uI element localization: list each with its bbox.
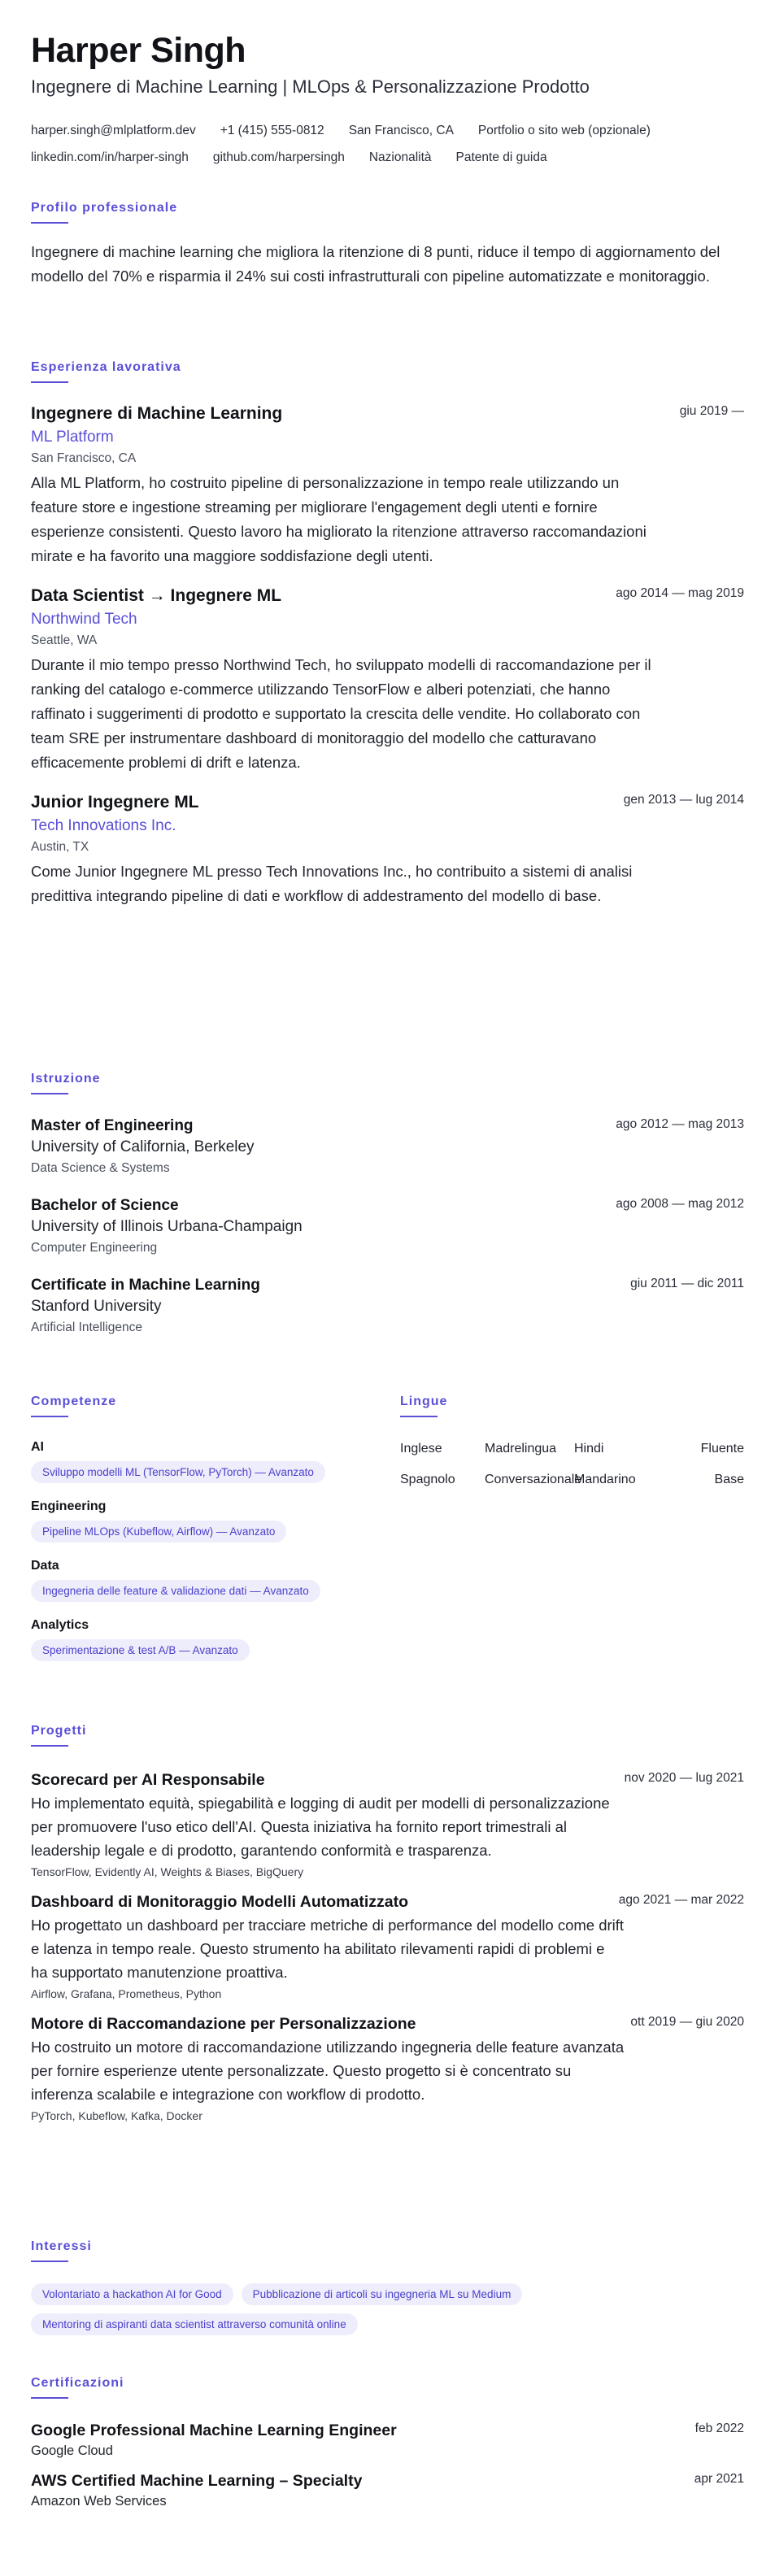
education-field: Artificial Intelligence: [31, 1321, 142, 1334]
languages-heading: Lingue: [400, 1395, 448, 1408]
language-row: [400, 1442, 744, 1456]
projects-heading: Progetti: [31, 1724, 87, 1738]
certification-issuer: Google Cloud: [31, 2443, 113, 2458]
contact-location: San Francisco, CA: [348, 124, 454, 137]
language-level: Fluente: [700, 1442, 744, 1456]
languages-section: [400, 1395, 744, 1487]
job-entry: [31, 404, 744, 568]
job-description: Alla ML Platform, ho costruito pipeline di personalizzazione in tempo reale utilizzando un feature store e ingestione streaming per migliorare l'engagement degli utenti e fornire esperienze consistenti. Questo lavoro ha migliorato la ritenzione attraverso raccomandazioni mirate e ha favorito una maggiore soddisfazione degli utenti.: [31, 474, 647, 564]
interest-pill: Mentoring di aspiranti data scientist attraverso comunità online: [31, 2313, 358, 2335]
contact-portfolio[interactable]: Portfolio o sito web (opzionale): [477, 124, 651, 137]
section-rule: [31, 2397, 68, 2399]
contact-phone[interactable]: +1 (415) 555-0812: [220, 124, 324, 137]
job-entry: [31, 793, 744, 908]
skill-pill: Sviluppo modelli ML (TensorFlow, PyTorch) — Avanzato: [31, 1461, 325, 1483]
candidate-subtitle: Ingegnere di Machine Learning | MLOps & Personalizzazione Prodotto: [31, 76, 590, 97]
education-heading: Istruzione: [31, 1072, 101, 1086]
certifications-section: [31, 2376, 744, 2509]
job-company: Northwind Tech: [31, 611, 137, 628]
project-date: ott 2019 — giu 2020: [630, 2015, 744, 2029]
certifications-heading: Certificazioni: [31, 2376, 124, 2390]
certification-date: feb 2022: [694, 2422, 744, 2435]
skill-category: Analytics: [31, 1618, 89, 1632]
job-title: Data Scientist → Ingegnere ML: [31, 586, 282, 605]
contact-github[interactable]: github.com/harpersingh: [212, 150, 345, 164]
language-level: Conversazionale: [485, 1473, 582, 1486]
job-date: gen 2013 — lug 2014: [623, 793, 744, 807]
section-rule: [31, 222, 68, 224]
education-degree: Bachelor of Science: [31, 1197, 179, 1214]
section-rule: [31, 381, 68, 383]
skills-section: [31, 1395, 372, 1661]
experience-section: [31, 360, 744, 908]
section-rule: [31, 1416, 68, 1417]
certification-issuer: Amazon Web Services: [31, 2494, 167, 2509]
skill-category: AI: [31, 1440, 44, 1454]
job-description: Durante il mio tempo presso Northwind Tech, ho sviluppato modelli di raccomandazione per il ranking del catalogo e-commerce utilizzando TensorFlow e alberi potenziati, che hanno raffinato i suggerimenti di prodotto e supportato la crescita delle vendite. Ho collaborato con team SRE per instrumentare dashboard di monitoraggio del modello che catturavano efficacemente problemi di drift e latenza.: [31, 656, 651, 771]
skill-pill: Pipeline MLOps (Kubeflow, Airflow) — Avanzato: [31, 1521, 286, 1543]
education-institution: University of Illinois Urbana-Champaign: [31, 1218, 303, 1235]
certification-date: apr 2021: [694, 2472, 744, 2486]
project-title: Dashboard di Monitoraggio Modelli Automatizzato: [31, 1893, 409, 1911]
language-name: Mandarino: [574, 1473, 636, 1486]
skill-category: Engineering: [31, 1499, 107, 1513]
interests-heading: Interessi: [31, 2239, 92, 2253]
education-field: Computer Engineering: [31, 1241, 158, 1255]
interest-pill: Volontariato a hackathon AI for Good: [31, 2283, 233, 2305]
skill-group: [31, 1440, 372, 1483]
language-name: Inglese: [400, 1442, 442, 1456]
project-entry: [31, 2015, 744, 2122]
education-date: ago 2012 — mag 2013: [616, 1117, 744, 1131]
project-description: Ho progettato un dashboard per tracciare metriche di performance del modello come drift e latenza in tempo reale. Questo strumento ha abilitato rilevamenti rapidi di problemi e ha supportato manutenzione proattiva.: [31, 1917, 625, 1981]
certification-entry: [31, 2472, 744, 2509]
profile-text: Ingegnere di machine learning che migliora la ritenzione di 8 punti, riduce il tempo di aggiornamento del modello del 70% e risparmia il 24% sui costi infrastrutturali con pipeline automatizzate e monitoraggio.: [31, 243, 721, 285]
language-name: Spagnolo: [400, 1473, 455, 1486]
contact-list: [31, 117, 730, 171]
language-name: Hindi: [574, 1442, 604, 1456]
education-date: ago 2008 — mag 2012: [616, 1197, 744, 1211]
education-field: Data Science & Systems: [31, 1161, 170, 1175]
job-title: Ingegnere di Machine Learning: [31, 404, 283, 423]
education-degree: Certificate in Machine Learning: [31, 1277, 260, 1294]
education-institution: Stanford University: [31, 1298, 162, 1315]
skills-heading: Competenze: [31, 1395, 117, 1408]
section-rule: [31, 1745, 68, 1747]
job-title: Junior Ingegnere ML: [31, 793, 199, 812]
contact-nationality: Nazionalità: [368, 150, 432, 164]
education-entry: [31, 1277, 744, 1335]
section-rule: [400, 1416, 438, 1417]
skill-group: [31, 1618, 372, 1661]
education-entry: [31, 1197, 744, 1255]
candidate-name: Harper Singh: [31, 31, 246, 70]
interest-pill: Pubblicazione di articoli su ingegneria ML su Medium: [242, 2283, 523, 2305]
contact-linkedin[interactable]: linkedin.com/in/harper-singh: [31, 150, 189, 164]
certification-entry: [31, 2422, 744, 2459]
job-date: ago 2014 — mag 2019: [616, 586, 744, 600]
skill-pill: Sperimentazione & test A/B — Avanzato: [31, 1639, 250, 1661]
job-location: Austin, TX: [31, 840, 89, 854]
project-tech: Airflow, Grafana, Prometheus, Python: [31, 1987, 222, 2000]
language-level: Madrelingua: [485, 1442, 557, 1456]
experience-heading: Esperienza lavorativa: [31, 360, 181, 374]
job-location: Seattle, WA: [31, 633, 98, 647]
education-degree: Master of Engineering: [31, 1117, 194, 1134]
certification-title: Google Professional Machine Learning Engineer: [31, 2422, 397, 2439]
job-date: giu 2019 —: [679, 404, 744, 418]
language-level: Base: [714, 1473, 744, 1486]
skill-pill: Ingegneria delle feature & validazione dati — Avanzato: [31, 1580, 320, 1602]
interest-list: [31, 2283, 649, 2335]
language-row: [400, 1473, 744, 1487]
interests-section: [31, 2239, 744, 2335]
project-tech: TensorFlow, Evidently AI, Weights & Biases, BigQuery: [31, 1865, 304, 1878]
project-title: Motore di Raccomandazione per Personalizzazione: [31, 2015, 416, 2033]
skill-group: [31, 1499, 372, 1543]
job-company: Tech Innovations Inc.: [31, 817, 176, 834]
job-company: ML Platform: [31, 429, 114, 446]
skill-group: [31, 1559, 372, 1602]
section-rule: [31, 2261, 68, 2262]
skill-category: Data: [31, 1559, 59, 1573]
project-description: Ho costruito un motore di raccomandazione utilizzando ingegneria delle feature avanzata per fornire esperienze utente personalizzate. Questo progetto si è concentrato su inferenza scalabile e integrazione con workflow di prodotto.: [31, 2039, 625, 2103]
profile-section: [31, 201, 744, 289]
project-date: nov 2020 — lug 2021: [624, 1771, 744, 1785]
certification-title: AWS Certified Machine Learning – Specialty: [31, 2472, 363, 2490]
project-description: Ho implementato equità, spiegabilità e logging di audit per modelli di personalizzazione per promuovere l'uso etico dell'AI. Questa iniziativa ha fornito report trimestrali al leadership legale e di prodotto, garantendo conformità e trasparenza.: [31, 1795, 610, 1859]
education-section: [31, 1072, 744, 1335]
contact-license: Patente di guida: [455, 150, 547, 164]
profile-heading: Profilo professionale: [31, 201, 178, 215]
job-description: Come Junior Ingegnere ML presso Tech Innovations Inc., ho contribuito a sistemi di analisi predittiva integrando pipeline di dati e workflow di addestramento del modello di base.: [31, 863, 633, 904]
education-date: giu 2011 — dic 2011: [630, 1277, 744, 1290]
education-entry: [31, 1117, 744, 1176]
project-tech: PyTorch, Kubeflow, Kafka, Docker: [31, 2109, 202, 2122]
project-entry: [31, 1771, 744, 1878]
projects-section: [31, 1724, 744, 2122]
project-date: ago 2021 — mar 2022: [618, 1893, 744, 1907]
section-rule: [31, 1093, 68, 1094]
project-entry: [31, 1893, 744, 2000]
project-title: Scorecard per AI Responsabile: [31, 1771, 265, 1789]
education-institution: University of California, Berkeley: [31, 1138, 255, 1155]
job-entry: [31, 586, 744, 775]
header: [31, 29, 744, 171]
job-location: San Francisco, CA: [31, 451, 137, 465]
contact-email[interactable]: harper.singh@mlplatform.dev: [31, 124, 196, 137]
